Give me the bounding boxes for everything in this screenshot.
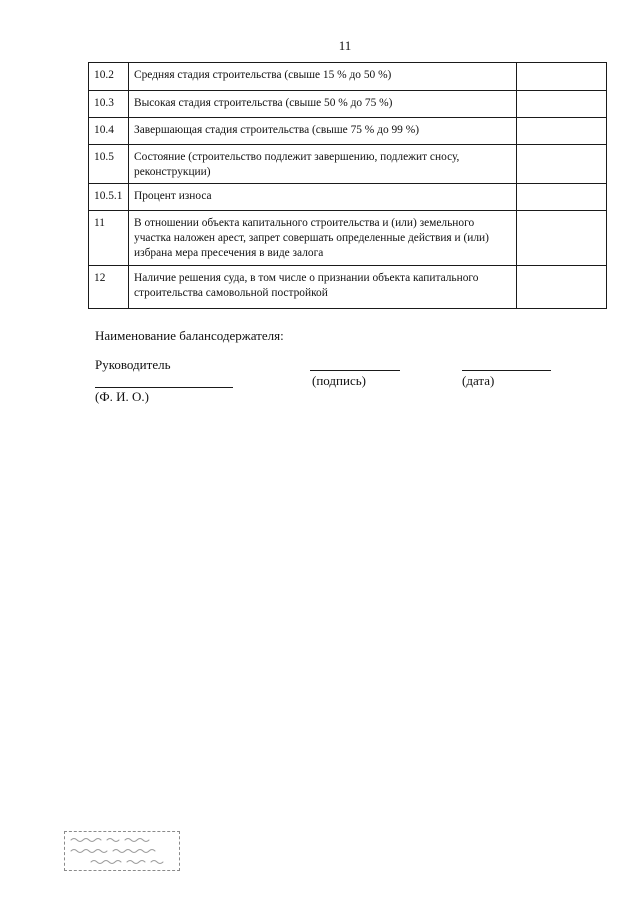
row-description: Состояние (строительство подлежит завершению, подлежит сносу, реконструкции): [129, 145, 517, 184]
row-number: 12: [89, 266, 129, 309]
row-description: Средняя стадия строительства (свыше 15 % до 50 %): [129, 63, 517, 91]
fio-caption: (Ф. И. О.): [95, 389, 149, 404]
row-value: [517, 145, 607, 184]
stamp-lettering-graphic: [65, 832, 179, 870]
table-row: [89, 184, 607, 211]
page-number: 11: [338, 38, 352, 53]
row-number: 10.4: [89, 118, 129, 145]
date-caption: (дата): [462, 373, 495, 388]
table-row: [89, 266, 607, 309]
signature-caption: (подпись): [312, 373, 366, 388]
holder-label: Наименование балансодержателя:: [95, 328, 284, 343]
row-number: 11: [89, 211, 129, 266]
signature-line: [310, 370, 400, 371]
table-row: [89, 118, 607, 145]
table-row: [89, 145, 607, 184]
row-description: В отношении объекта капитального строительства и (или) земельного участка наложен арест, запрет совершать определенные действия и (или) избрана мера пресечения в виде залога: [129, 211, 517, 266]
row-value: [517, 266, 607, 309]
row-description: Высокая стадия строительства (свыше 50 % до 75 %): [129, 91, 517, 118]
registration-stamp: [64, 831, 180, 871]
row-description: Процент износа: [129, 184, 517, 211]
row-value: [517, 91, 607, 118]
row-number: 10.3: [89, 91, 129, 118]
row-number: 10.2: [89, 63, 129, 91]
row-value: [517, 118, 607, 145]
head-label: Руководитель: [95, 357, 171, 372]
date-line: [462, 370, 551, 371]
row-description: Завершающая стадия строительства (свыше 75 % до 99 %): [129, 118, 517, 145]
row-number: 10.5.1: [89, 184, 129, 211]
table-row: [89, 91, 607, 118]
table-row: [89, 63, 607, 91]
row-value: [517, 184, 607, 211]
row-description: Наличие решения суда, в том числе о признании объекта капитального строительства самовольной постройкой: [129, 266, 517, 309]
row-number: 10.5: [89, 145, 129, 184]
row-value: [517, 211, 607, 266]
table-row: [89, 211, 607, 266]
fio-line: [95, 387, 233, 388]
row-value: [517, 63, 607, 91]
properties-table: [88, 62, 607, 309]
